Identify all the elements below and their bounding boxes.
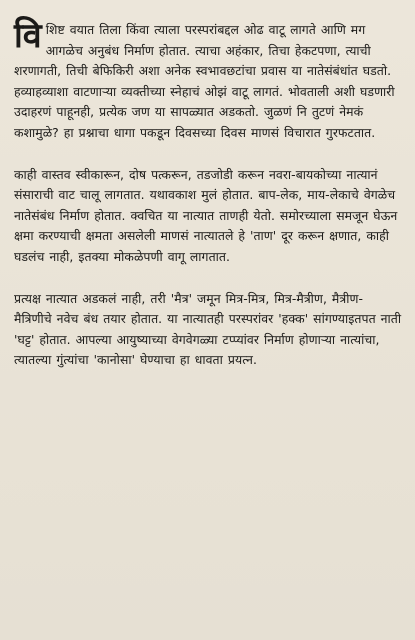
paragraph-3: प्रत्यक्ष नात्यात अडकलं नाही, तरी 'मैत्र' जमून मित्र-मित्र, मित्र-मैत्रीण, मैत्रीण- मैत्रिणीचे नवेच बंध तयार होतात. या नात्यातही परस्परांवर 'हक्क' सांगण्याइतपत नाती 'घट्ट' होतात. आपल्या आयुष्याच्या वेगवेगळ्या टप्प्यांवर निर्माण होणाऱ्या नात्यांचा, त्यातल्या गुंत्यांचा 'कानोसा' घेण्याचा हा धावता प्रयत्न. bbox=[14, 290, 402, 368]
paragraph-1-text: शिष्ट वयात तिला किंवा त्याला परस्परांबद्दल ओढ वाटू लागते आणि मग आगळेच अनुबंध निर्माण होतात. त्याचा अहंकार, तिचा हेकटपणा, त्याची शरणागती, तिची बेफिकिरी अशा अनेक स्वभावछटांचा प्रवास या नातेसंबंधांत घडतो. हव्याहव्याशा वाटणाऱ्या व्यक्तीच्या स्नेहाचं ओझं वाटू लागतं. भोवताली अशी घडणारी उदाहरणं पाहूनही, प्रत्येक जण या सापळ्यात अडकतो. जुळणं नि तुटणं नेमकं कशामुळे? हा प्रश्नाचा धागा पकडून दिवसच्या दिवस माणसं विचारात गुरफटतात. bbox=[14, 22, 395, 140]
paragraph-1 bbox=[14, 16, 403, 144]
paragraph-2: काही वास्तव स्वीकारून, दोष पत्करून, तडजोडी करून नवरा-बायकोच्या नात्यानं संसाराची वाट चालू लागतात. यथावकाश मुलं होतात. बाप-लेक, माय-लेकाचे वेगळेच नातेसंबंध निर्माण होतात. क्वचित या नात्यात ताणही येतो. समोरच्याला समजून घेऊन क्षमा करण्याची क्षमता असलेली माणसं नात्यातले हे 'ताण' दूर करून क्षणात, काही घडलंच नाही, इतक्या मोकळेपणी वागू लागतात. bbox=[14, 166, 398, 264]
drop-cap: वि bbox=[14, 16, 42, 56]
